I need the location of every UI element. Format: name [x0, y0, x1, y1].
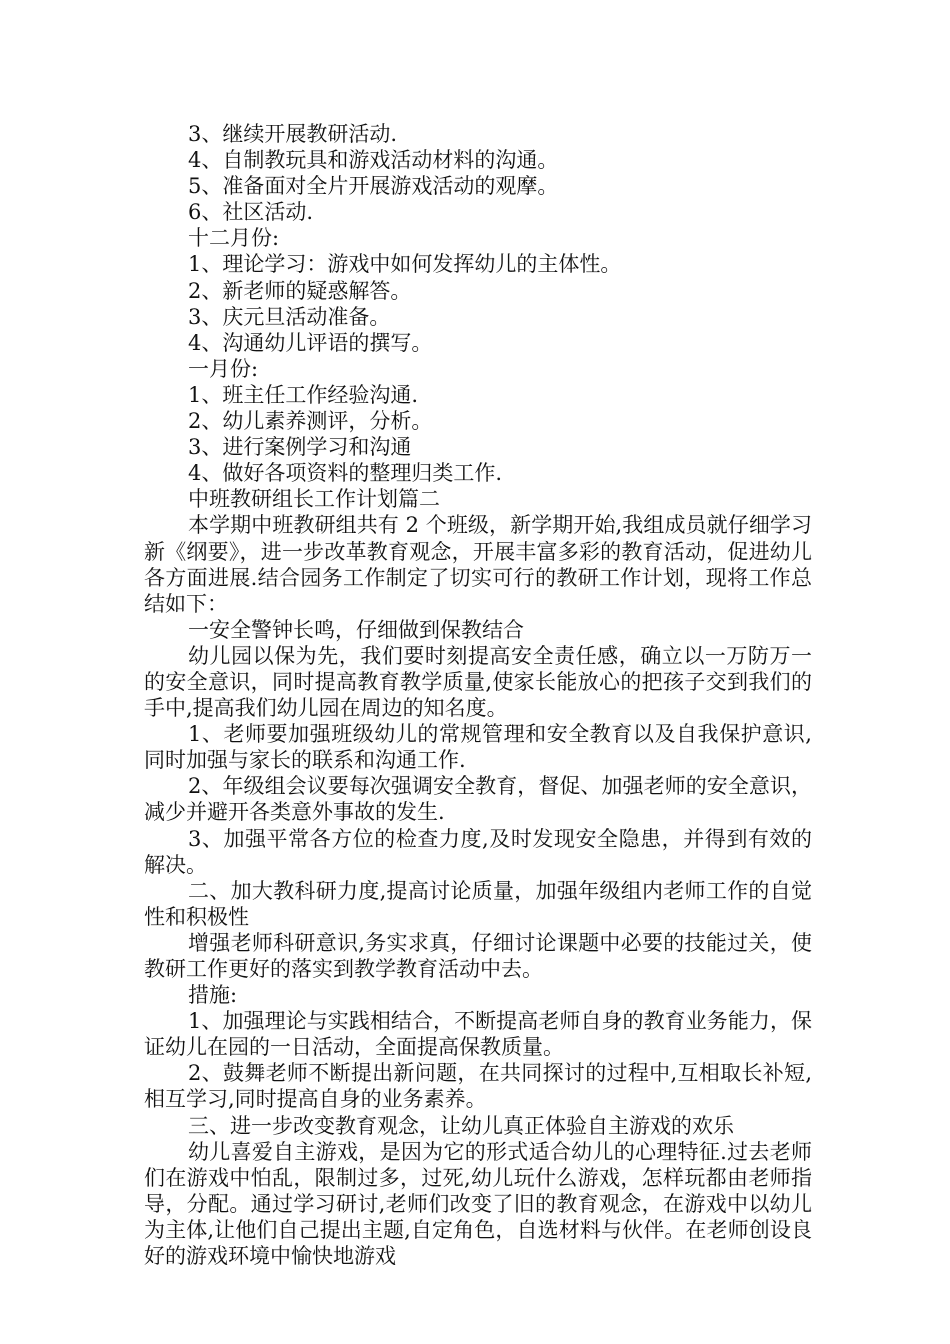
part2-heading: 二、加大教科研力度,提高讨论质量，加强年级组内老师工作的自觉性和积极性	[144, 878, 812, 929]
month-heading-december: 十二月份:	[188, 226, 280, 251]
list-item: 4、自制教玩具和游戏活动材料的沟通。	[188, 148, 559, 173]
part3-heading: 三、进一步改变教育观念，让幼儿真正体验自主游戏的欢乐	[188, 1113, 734, 1138]
part2-body: 增强老师科研意识,务实求真，仔细讨论课题中必要的技能过关，使教研工作更好的落实到教学教育活动中去。	[144, 930, 812, 981]
document-page	[144, 121, 812, 1269]
part2-item: 2、鼓舞老师不断提出新问题，在共同探讨的过程中,互相取长补短,相互学习,同时提高自身的业务素养。	[144, 1061, 812, 1112]
intro-paragraph: 本学期中班教研组共有 2 个班级，新学期开始,我组成员就仔细学习新《纲要》，进一步改革教育观念，开展丰富多彩的教育活动，促进幼儿各方面进展.结合园务工作制定了切实可行的教研工作计划，现将工作总结如下：	[144, 513, 812, 616]
part1-item: 1、老师要加强班级幼儿的常规管理和安全教育以及自我保护意识,同时加强与家长的联系和沟通工作.	[144, 722, 812, 773]
measures-label: 措施:	[188, 983, 238, 1008]
list-item: 2、幼儿素养测评，分析。	[188, 409, 433, 434]
list-item: 3、庆元旦活动准备。	[188, 304, 391, 329]
month-heading-january: 一月份:	[188, 356, 259, 381]
part2-item: 1、加强理论与实践相结合，不断提高老师自身的教育业务能力，保证幼儿在园的一日活动，全面提高保教质量。	[144, 1009, 812, 1060]
part3-body: 幼儿喜爱自主游戏，是因为它的形式适合幼儿的心理特征.过去老师们在游戏中怕乱，限制过多，过死,幼儿玩什么游戏，怎样玩都由老师指导，分配。通过学习研讨,老师们改变了旧的教育观念，在游戏中以幼儿为主体,让他们自己提出主题,自定角色，自选材料与伙伴。在老师创设良好的游戏环境中愉快地游戏	[144, 1139, 812, 1269]
list-item: 3、进行案例学习和沟通	[188, 435, 412, 460]
list-item: 1、班主任工作经验沟通.	[188, 382, 419, 407]
section-title: 中班教研组长工作计划篇二	[188, 487, 440, 512]
list-item: 3、继续开展教研活动.	[188, 122, 398, 146]
list-item: 4、做好各项资料的整理归类工作.	[188, 461, 503, 486]
part1-item: 3、加强平常各方位的检查力度,及时发现安全隐患，并得到有效的解决。	[144, 826, 812, 877]
list-item: 1、理论学习：游戏中如何发挥幼儿的主体性。	[188, 252, 622, 277]
list-item: 5、准备面对全片开展游戏活动的观摩。	[188, 174, 559, 199]
list-item: 6、社区活动.	[188, 200, 314, 225]
part1-item: 2、年级组会议要每次强调安全教育，督促、加强老师的安全意识，减少并避开各类意外事故的发生.	[144, 774, 812, 825]
part1-heading: 一安全警钟长鸣，仔细做到保教结合	[188, 617, 524, 642]
list-item: 4、沟通幼儿评语的撰写。	[188, 330, 433, 355]
list-item: 2、新老师的疑惑解答。	[188, 278, 412, 303]
part1-body: 幼儿园以保为先，我们要时刻提高安全责任感，确立以一万防万一的安全意识，同时提高教育教学质量,使家长能放心的把孩子交到我们的手中,提高我们幼儿园在周边的知名度。	[144, 643, 812, 721]
